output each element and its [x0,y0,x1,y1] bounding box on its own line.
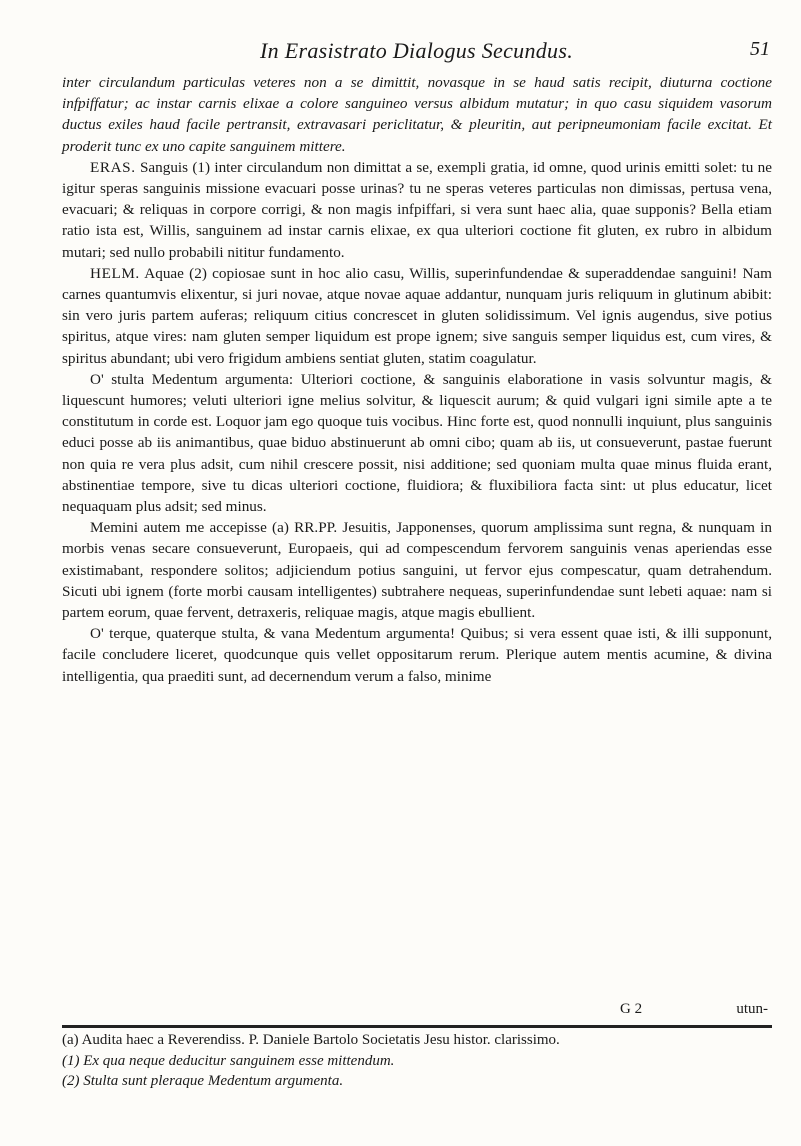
catchword: utun- [736,1001,768,1017]
paragraph-text: Aquae (2) copiosae sunt in hoc alio casu, Willis, superinfundendae & superaddendae sanguini! Nam carnes quantumvis elixentur, si juri novae, atque novae aquae addantur, nunquam juris reliquum in glutinum abibit: sin vero juris partem auferas; reliquum citius concrescet in gluten solidissimum. Vel ignis augendus, sive potius spiritus, atque vires: nam gluten semper liquidum est prope ignem; sive sanguis semper liquidus est, cum vires, & spiritus abundant; ubi vero frigidum ambiens sentiat gluten, statim coagulatur. [62,264,772,367]
paragraph-text: inter circulandum particulas veteres non a se dimittit, novasque in se haud satis recipit, diuturna coctione infpiffatur; ac instar carnis elixae a colore sanguineo versus albidum mutatur; in quo casu siquidem vasorum ductus exiles haud facile pertransit, extravasari periclitatur, & pleuritin, aut peripneumoniam facile excitat. Et proderit tunc ex uno capite sanguinem mittere. [62,74,772,155]
paragraph-text: Memini autem me accepisse (a) RR.PP. Jesuitis, Japponenses, quorum amplissima sunt regna, & nunquam in morbis venas secare consueverunt, Europaeis, qui ad compescendum fervorem sanguinis venas aperiendas esse existimabant, respondere solitos; adjiciendum potius sanguini, ut fervor ejus compescatur, quam detrahendum. Sicuti ubi ignem (forte morbi causam intelligentes) subtrahere nequeas, superinfundendae sunt lebeti aquae: nam si partem eorum, quae fervent, detraxeris, reliquae magis, atque magis ebullient. [62,519,772,622]
paragraph-text: O' terque, quaterque stulta, & vana Medentum argumenta! Quibus; si vera essent quae isti, & illi supponunt, facile concludere liceret, quodcunque quis vellet oppositarum rerum. Plerique autem mentis acumine, & divina intelligentia, qua praediti sunt, ad decernendum verum a falso, minime [62,625,772,685]
paragraph-eras [62,157,772,263]
signature-mark: G 2 [620,1001,643,1017]
paragraph [62,369,772,517]
footnote: (2) Stulta sunt pleraque Medentum argumenta. [62,1073,344,1089]
running-title: In Erasistrato Dialogus Secundus. [260,38,574,63]
speaker-label: HELM. [90,264,140,282]
paragraph-text: O' stulta Medentum argumenta: Ulteriori coctione, & sanguinis elaboratione in vasis solvuntur magis, & liquescunt humores; veluti ulteriori igne melius solvitur, & liquescit aurum; & quid vulgari igni simile apte a te constitutum in corde est. Loquor jam ego quoque tuis vocibus. Hinc forte est, quod nonnulli inquiunt, plus sanguinis educi posse ab iis animantibus, quae biduo abstinuerunt ab omni cibo; quam ab iis, ut consueverunt, pastae fuerunt non quia re vera plus adsit, cum nihil crescere possit, nisi additione; sed quoniam multa quae minus fluida erant, abstinentiae tempore, sive tu dicas ulteriori coctione, fluidiora; & fluxibiliora facta sint: ut plus educatur, licet nequaquam plus adsit; sed minus. [62,370,772,516]
footnote: (1) Ex qua neque deducitur sanguinem esse mittendum. [62,1052,395,1069]
speaker-label: ERAS. [90,158,136,176]
paragraph-helm [62,263,772,369]
paragraph-continuation [62,72,772,157]
paragraph [62,517,772,623]
paragraph-text: Sanguis (1) inter circulandum non dimittat a se, exempli gratia, id omne, quod urinis emitti solet: tu ne igitur speras sanguinis missione evacuari posse urinas? tu ne speras veteres particulas non dimissas, pertusa vena, evacuari; & reliquas in corpore corrigi, & non magis infpiffari, si vera sunt haec alia, quae supponis? Bella etiam ratio ista est, Willis, sanguinem ad instar carnis elixae, ex qua ulteriori coctione fit gluten, ex rubro in albidum mutari; sed nullo probabili nititur fundamento. [62,158,772,261]
page-number: 51 [750,38,770,60]
footnotes [62,1030,772,1092]
footnote: (a) Audita haec a Reverendiss. P. Daniele Bartolo Societatis Jesu histor. clarissimo. [62,1032,560,1048]
body-text [62,72,772,687]
signature-line [62,1001,772,1023]
page-header [110,38,770,66]
footnote-rule [62,1025,772,1028]
paragraph [62,623,772,687]
